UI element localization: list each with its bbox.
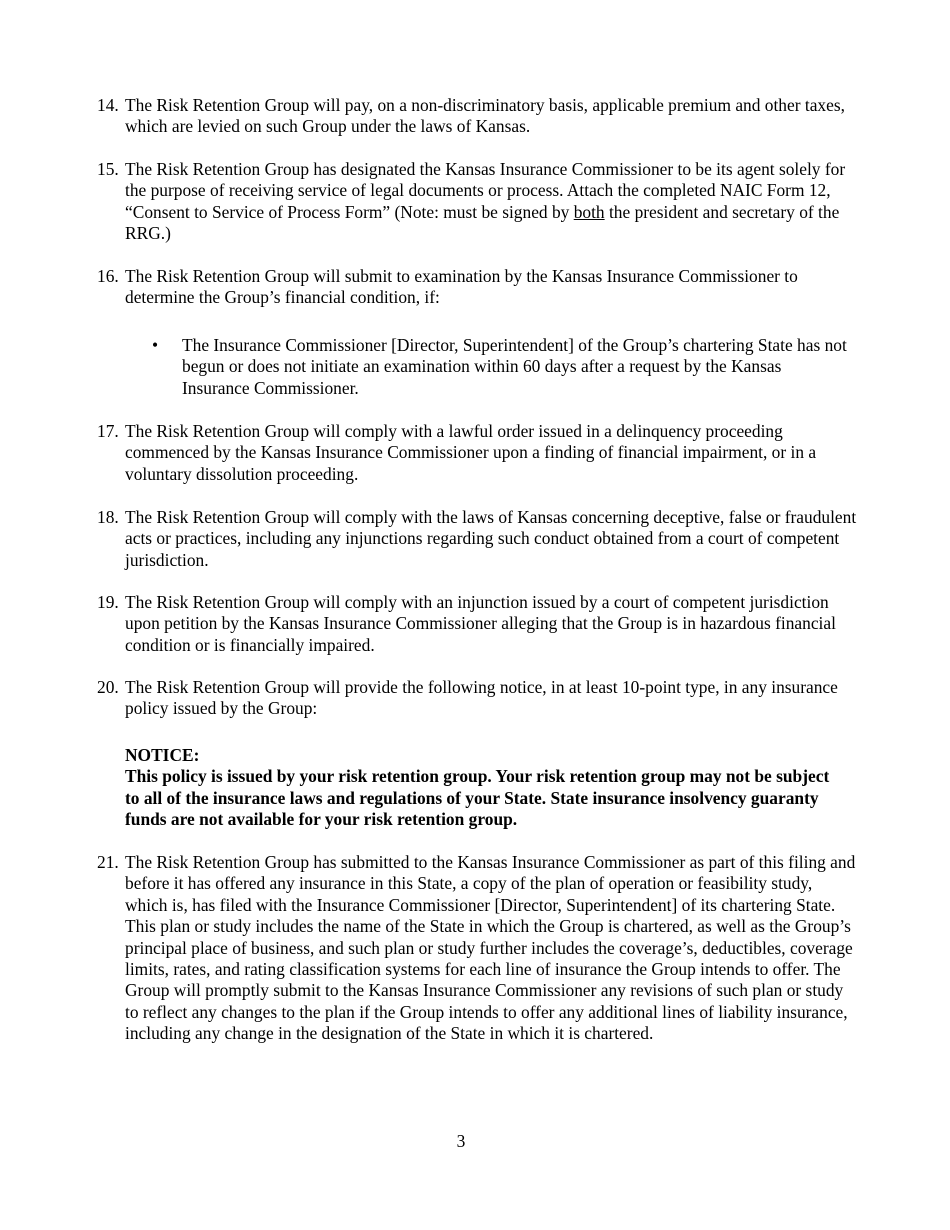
item-text: The Risk Retention Group will comply with the laws of Kansas concerning deceptive, false or fraudulent acts or practices, including any injunctions regarding such conduct obtained from a court of competent jurisdiction.	[125, 507, 857, 570]
bullet-icon: •	[152, 335, 159, 355]
item-number: 18.	[97, 507, 119, 527]
item-text: The Risk Retention Group has submitted to the Kansas Insurance Commissioner as part of this filing and before it has offered any insurance in this State, a copy of the plan of operation or feasibility study, which is, has filed with the Insurance Commissioner [Director, Superintendent] of its chartering State. This plan or study includes the name of the State in which the Group is chartered, as well as the Group’s principal place of business, and such plan or study further includes the coverage’s, deductibles, coverage limits, rates, and rating classification systems for each line of insurance the Group intends to offer. The Group will promptly submit to the Kansas Insurance Commissioner any revisions of such plan or study to reflect any changes to the plan if the Group intends to offer any additional lines of liability insurance, including any change in the designation of the State in which it is chartered.	[125, 852, 856, 1044]
list-item-15	[97, 159, 857, 245]
item-text-part: the president and secretary of the RRG.)	[125, 201, 840, 244]
bullet-text: The Insurance Commissioner [Director, Superintendent] of the Group’s chartering State has not begun or does not initiate an examination within 60 days after a request by the Kansas Insurance Commissioner.	[182, 335, 847, 398]
page-number: 3	[456, 1131, 466, 1151]
item-number: 14.	[97, 95, 119, 115]
item-number: 15.	[97, 159, 119, 179]
item-text	[125, 159, 857, 245]
list-item-20	[97, 677, 857, 720]
item-text-part: The Risk Retention Group has designated the Kansas Insurance Commissioner to be its agent solely for the purpose of receiving service of legal documents or process. Attach the completed NAIC Form 12, “Consent to Service of Process Form” (Note: must be signed by	[125, 159, 846, 222]
item-text: The Risk Retention Group will provide the following notice, in at least 10-point type, in any insurance policy issued by the Group:	[125, 677, 838, 719]
underlined-emphasis: both	[573, 201, 605, 222]
bullet-item	[152, 335, 852, 399]
list-item-14	[97, 95, 857, 138]
list-item-16	[97, 266, 857, 309]
item-number: 17.	[97, 421, 119, 441]
notice-block	[125, 745, 845, 831]
item-text: The Risk Retention Group will comply with an injunction issued by a court of competent jurisdiction upon petition by the Kansas Insurance Commissioner alleging that the Group is in hazardous financial condition or is financially impaired.	[125, 592, 836, 655]
notice-heading: NOTICE:	[125, 745, 200, 765]
notice-body: This policy is issued by your risk retention group. Your risk retention group may not be subject to all of the insurance laws and regulations of your State. State insurance insolvency guaranty funds are not available for your risk retention group.	[125, 766, 830, 830]
item-number: 19.	[97, 592, 119, 612]
item-number: 16.	[97, 266, 119, 286]
item-text: The Risk Retention Group will comply with a lawful order issued in a delinquency proceeding commenced by the Kansas Insurance Commissioner upon a finding of financial impairment, or in a voluntary dissolution proceeding.	[125, 421, 817, 484]
list-item-18	[97, 507, 857, 571]
item-text: The Risk Retention Group will pay, on a non-discriminatory basis, applicable premium and other taxes, which are levied on such Group under the laws of Kansas.	[125, 95, 845, 137]
list-item-21	[97, 852, 857, 1045]
list-item-17	[97, 421, 857, 485]
list-item-19	[97, 592, 857, 656]
item-number: 21.	[97, 852, 119, 872]
item-number: 20.	[97, 677, 119, 697]
item-text: The Risk Retention Group will submit to examination by the Kansas Insurance Commissioner to determine the Group’s financial condition, if:	[125, 266, 798, 308]
